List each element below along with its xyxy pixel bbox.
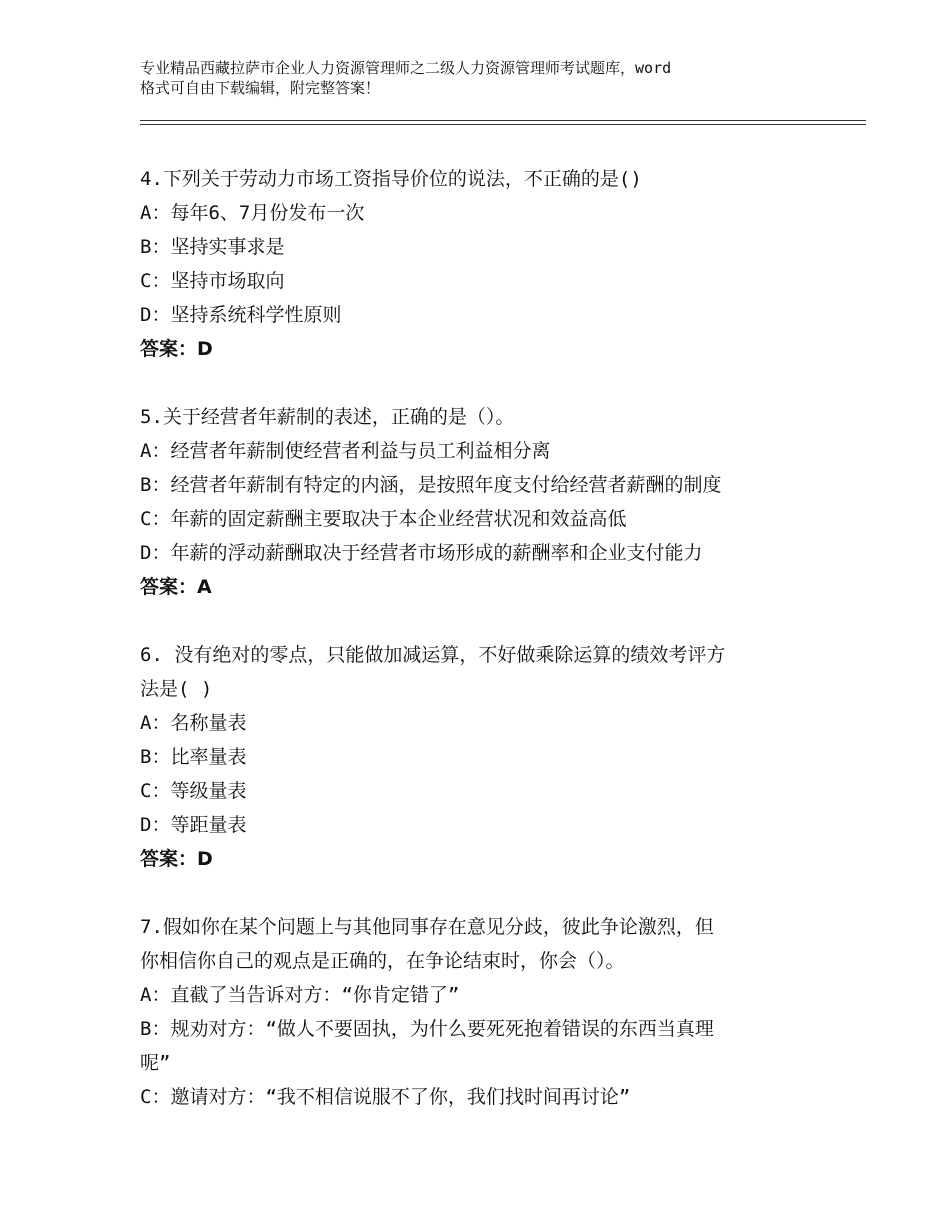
option-c: C：等级量表 bbox=[140, 780, 247, 802]
option-b: B：比率量表 bbox=[140, 746, 247, 768]
answer-label: 答案：D bbox=[140, 338, 213, 360]
option-c: C：邀请对方：“我不相信说服不了你，我们找时间再讨论” bbox=[140, 1086, 631, 1108]
option-a: A：直截了当告诉对方：“你肯定错了” bbox=[140, 984, 460, 1006]
option-d: D：年薪的浮动薪酬取决于经营者市场形成的薪酬率和企业支付能力 bbox=[140, 542, 703, 564]
option-b: B：规劝对方：“做人不要固执，为什么要死死抱着错误的东西当真理 bbox=[140, 1018, 714, 1040]
question-4 bbox=[140, 162, 820, 366]
answer-label: 答案：D bbox=[140, 848, 213, 870]
option-d: D：坚持系统科学性原则 bbox=[140, 304, 342, 326]
option-a: A：经营者年薪制使经营者利益与员工利益相分离 bbox=[140, 440, 551, 462]
answer-label: 答案：A bbox=[140, 576, 212, 598]
question-stem-line-1: 7.假如你在某个问题上与其他同事存在意见分歧，彼此争论激烈，但 bbox=[140, 916, 714, 938]
question-list bbox=[140, 162, 820, 1114]
question-stem: 5.关于经营者年薪制的表述，正确的是（）。 bbox=[140, 406, 515, 428]
option-a: A：每年6、7月份发布一次 bbox=[140, 202, 365, 224]
document-header bbox=[140, 58, 820, 98]
question-6 bbox=[140, 638, 820, 876]
option-c: C：坚持市场取向 bbox=[140, 270, 285, 292]
question-7 bbox=[140, 910, 820, 1114]
option-b: B：经营者年薪制有特定的内涵，是按照年度支付给经营者薪酬的制度 bbox=[140, 474, 722, 496]
question-5 bbox=[140, 400, 820, 604]
question-stem-line-2: 你相信你自己的观点是正确的，在争论结束时，你会（）。 bbox=[140, 950, 625, 972]
header-line-2: 格式可自由下载编辑，附完整答案！ bbox=[140, 79, 381, 97]
option-b: B：坚持实事求是 bbox=[140, 236, 285, 258]
question-stem-line-2: 法是( ) bbox=[140, 678, 213, 700]
question-stem: 4.下列关于劳动力市场工资指导价位的说法，不正确的是() bbox=[140, 168, 642, 190]
header-line-1: 专业精品西藏拉萨市企业人力资源管理师之二级人力资源管理师考试题库，word bbox=[140, 59, 672, 77]
header-rule-top bbox=[140, 120, 866, 121]
option-b-continued: 呢” bbox=[140, 1052, 171, 1074]
option-d: D：等距量表 bbox=[140, 814, 247, 836]
header-rule-bottom bbox=[140, 124, 866, 125]
option-c: C：年薪的固定薪酬主要取决于本企业经营状况和效益高低 bbox=[140, 508, 627, 530]
option-a: A：名称量表 bbox=[140, 712, 247, 734]
question-stem-line-1: 6. 没有绝对的零点，只能做加减运算，不好做乘除运算的绩效考评方 bbox=[140, 644, 726, 666]
